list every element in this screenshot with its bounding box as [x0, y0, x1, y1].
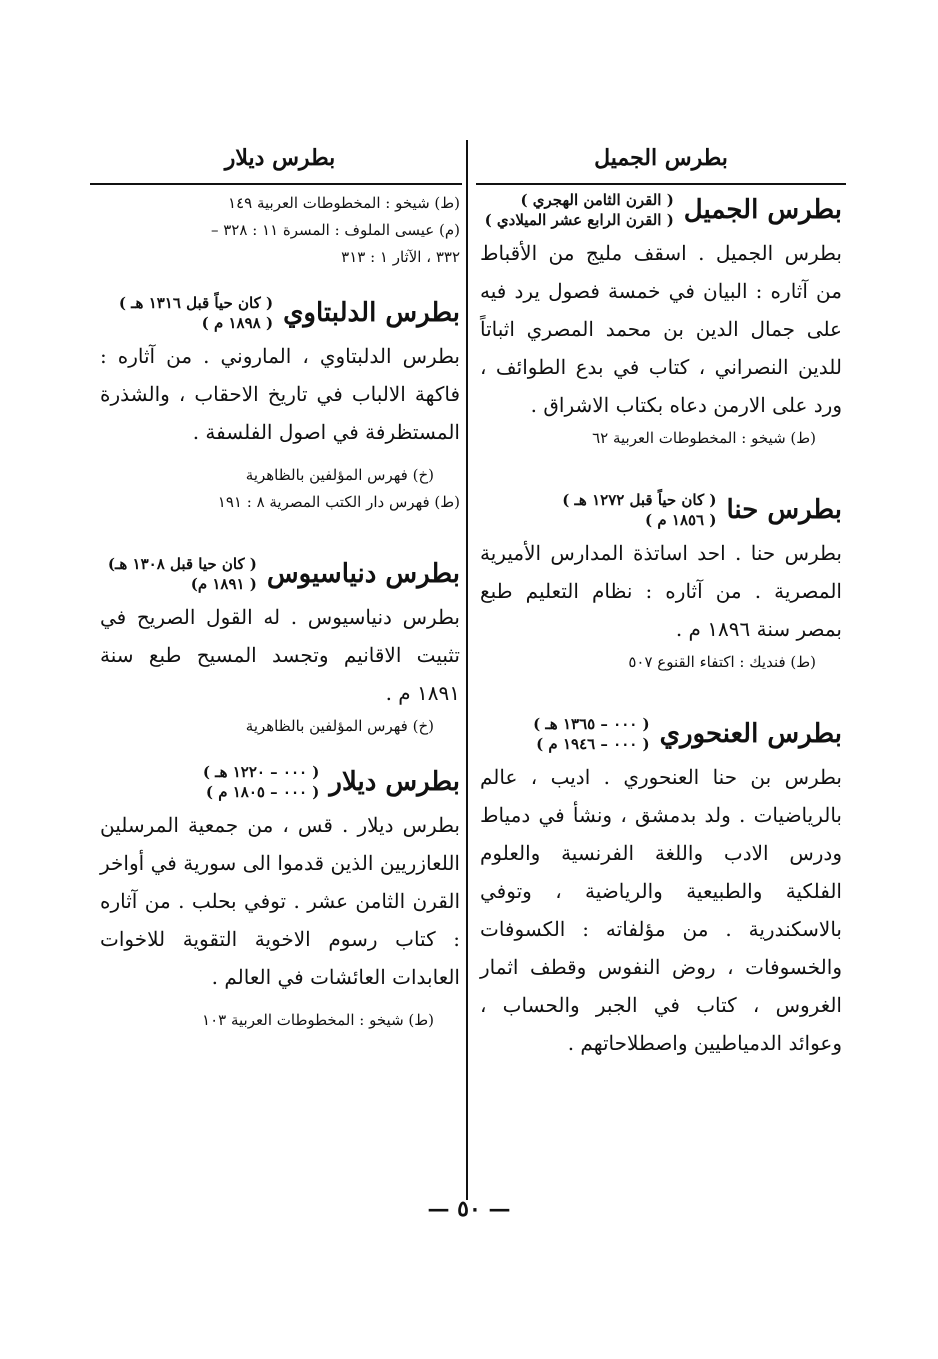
reference: (خ) فهرس المؤلفين بالظاهرية	[245, 717, 434, 735]
entry-heading	[100, 554, 460, 594]
entry-name: بطرس حنا	[726, 495, 842, 525]
hijri-date: ( كان حيا قبل ١٣٠٨ هـ)	[107, 555, 257, 573]
reference: (ط) شيخو : المخطوطات العربية ٦٢	[592, 429, 816, 447]
running-header-right: بطرس الجميل	[594, 145, 728, 171]
header-rule-right	[476, 183, 846, 185]
gregorian-date: ( ١٨٩١ م)	[190, 575, 257, 593]
reference: (ط) شيخو : المخطوطات العربية ١٤٩	[228, 194, 460, 212]
entry-heading	[100, 762, 460, 802]
gregorian-date: ( القرن الرابع عشر الميلادي )	[484, 211, 674, 229]
entry-heading	[480, 490, 842, 530]
gregorian-date: ( ٠٠٠ – ١٩٤٦ م )	[536, 735, 650, 753]
entry	[100, 554, 460, 740]
header-rule-left	[90, 183, 462, 185]
entry-text: بطرس الجميل . اسقف مليج من الأقباط من آثاره : البيان في خمسة فصول يرد فيه على جمال الدين بن محمد المصري اثباتاً للدين النصراني ، كتاب في بدع الطوائف ، ورد على الارمن دعاه بكتاب الاشراق .	[480, 241, 842, 417]
entry-body	[480, 758, 842, 1062]
entry-body	[100, 337, 460, 451]
column-divider	[466, 140, 468, 1200]
reference: (ط) فهرس دار الكتب المصرية ٨ : ١٩١	[217, 493, 460, 511]
entry-name: بطرس الدلبتاوي	[283, 298, 460, 328]
entry-heading	[480, 714, 842, 754]
entry-dates	[203, 762, 320, 802]
hijri-date: ( كان حياً قبل ١٣١٦ هـ )	[118, 294, 274, 312]
entry	[100, 293, 460, 516]
entry-dates	[108, 554, 257, 594]
reference: (ط) شيخو : المخطوطات العربية ١٠٣	[202, 1011, 434, 1029]
entry-heading	[480, 190, 842, 230]
entry	[100, 762, 460, 1034]
entry-name: بطرس دنياسيوس	[266, 559, 460, 589]
entry-body	[480, 234, 842, 424]
entry-dates	[485, 190, 674, 230]
hijri-date: ( كان حياً قبل ١٢٧٢ هـ )	[562, 491, 717, 509]
entry-text: بطرس الدلبتاوي ، الماروني . من آثاره : فاكهة الالباب في تاريخ الاحقاب ، والشذرة المستظرفة في اصول الفلسفة .	[100, 344, 460, 444]
entry-body	[100, 806, 460, 996]
entry-text: بطرس حنا . احد اساتذة المدارس الأميرية المصرية . من آثاره : نظام التعليم طبع بمصر سنة ١٨٩٦ م .	[480, 541, 842, 641]
entry-body	[100, 598, 460, 712]
reference: ٣٣٢ ، الآثار ١ : ٣١٣	[341, 248, 460, 266]
entry-dates	[533, 714, 650, 754]
entry	[480, 190, 842, 452]
entry-text: بطرس ديلار . قس ، من جمعية المرسلين اللعازريين الذين قدموا الى سورية في أواخر القرن الثامن عشر . توفي بحلب . من آثاره : كتاب رسوم الاخوية التقوية للاخوات العابدات العائشات في العالم .	[100, 813, 460, 989]
entry-name: بطرس الجميل	[683, 195, 842, 225]
running-header-left: بطرس ديلار	[224, 145, 336, 171]
entry-heading	[100, 293, 460, 333]
hijri-date: ( ٠٠٠ – ١٢٢٠ هـ )	[202, 763, 320, 781]
entry	[480, 490, 842, 676]
gregorian-date: ( ٠٠٠ – ١٨٠٥ م )	[205, 783, 320, 801]
entry-name: بطرس ديلار	[329, 767, 460, 797]
reference: (ط) فنديك : اكتفاء القنوع ٥٠٧	[628, 653, 816, 671]
gregorian-date: ( ١٨٥٦ م )	[645, 511, 717, 529]
reference: (خ) فهرس المؤلفين بالظاهرية	[245, 466, 434, 484]
reference: (م) عيسى الملوف : المسرة ١١ : ٣٢٨ –	[210, 221, 460, 239]
gregorian-date: ( ١٨٩٨ م )	[201, 314, 274, 332]
page-number: — ٥٠ —	[427, 1196, 511, 1222]
entry-name: بطرس العنحوري	[659, 719, 842, 749]
continuation-references	[100, 190, 460, 271]
hijri-date: ( القرن الثامن الهجري )	[520, 191, 674, 209]
entry-body	[480, 534, 842, 648]
entry-dates	[119, 293, 273, 333]
hijri-date: ( ٠٠٠ – ١٣٦٥ هـ )	[533, 715, 650, 733]
entry-text: بطرس بن حنا العنحوري . اديب ، عالم بالرياضيات . ولد بدمشق ، ونشأ في دمياط ودرس الادب واللغة الفرنسية والعلوم الفلكية والطبيعية والرياضية ، وتوفي بالاسكندرية . من مؤلفاته : الكسوفات والخسوفات ، روض النفوس وقطف اثمار الغروس ، كتاب في الجبر والحساب ، وعوائد الدمياطيين واصطلاحاتهم .	[480, 765, 842, 1055]
entry	[480, 714, 842, 1062]
entry-dates	[562, 490, 716, 530]
entry-text: بطرس دنياسيوس . له القول الصريح في تثبيت الاقانيم وتجسد المسيح طبع سنة ١٨٩١ م .	[100, 605, 460, 705]
